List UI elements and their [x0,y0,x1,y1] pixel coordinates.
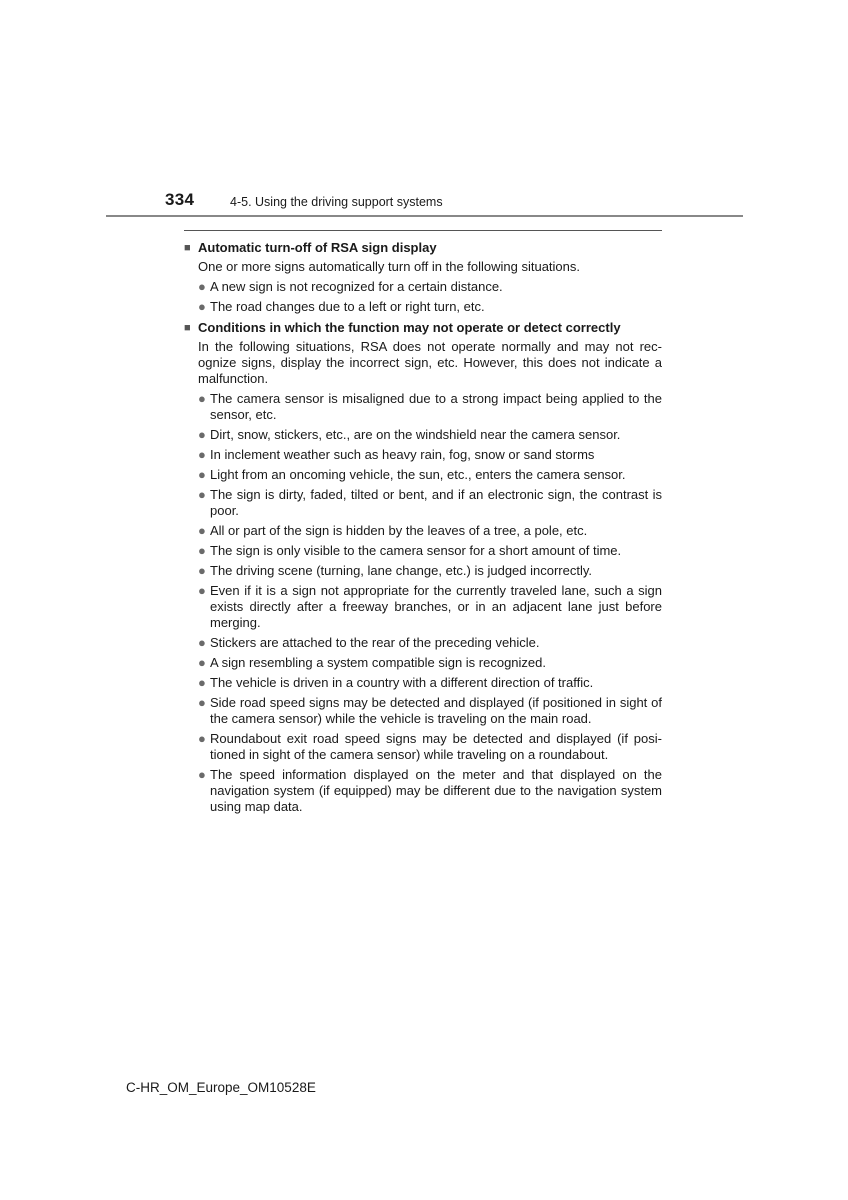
list-item: ● Light from an oncoming vehicle, the sun, etc., enters the camera sensor. [198,467,626,482]
circle-bullet-icon: ● [198,391,206,406]
content-body [184,230,662,815]
list-item: ● The sign is only visible to the camera sensor for a short amount of time. [198,543,622,558]
circle-bullet-icon: ● [198,563,206,578]
list-item: ● The driving scene (turning, lane change, etc.) is judged incorrectly. [198,563,593,578]
list-item: ● The speed information displayed on the meter and that displayed on the navigation system (if equipped) may be different due to the navigation system using map data. [198,767,662,814]
section-heading [184,320,662,336]
list-item: ● The vehicle is driven in a country with a different direction of traffic. [198,675,594,690]
section-title: 4-5. Using the driving support systems [230,195,443,209]
list-item: ● In inclement weather such as heavy rain, fog, snow or sand storms [198,447,595,462]
list-item: ● A new sign is not recognized for a certain distance. [198,279,503,294]
circle-bullet-icon: ● [198,447,206,462]
list-item: ● Dirt, snow, stickers, etc., are on the windshield near the camera sensor. [198,427,621,442]
circle-bullet-icon: ● [198,635,206,650]
list-item: ● The camera sensor is misaligned due to a strong impact being applied to the sensor, etc. [198,391,662,422]
section-heading-text: Automatic turn-off of RSA sign display [198,240,437,255]
list-item: ● All or part of the sign is hidden by the leaves of a tree, a pole, etc. [198,523,588,538]
section-conditions [184,320,662,815]
list-item: ● The road changes due to a left or right turn, etc. [198,299,485,314]
list-item: ● A sign resembling a system compatible sign is recognized. [198,655,546,670]
square-bullet-icon: ■ [184,322,191,334]
circle-bullet-icon: ● [198,655,206,670]
circle-bullet-icon: ● [198,523,206,538]
circle-bullet-icon: ● [198,543,206,558]
circle-bullet-icon: ● [198,731,206,746]
circle-bullet-icon: ● [198,583,206,598]
square-bullet-icon: ■ [184,242,191,254]
list-item: ● Even if it is a sign not appropriate for the currently traveled lane, such a sign exists directly after a freeway branches, or in an adjacent lane just before merging. [198,583,662,630]
section-intro: In the following situations, RSA does not operate normally and may not recognize signs, display the incorrect sign, etc. However, this does not indicate a malfunction. [198,339,662,386]
page-header [165,190,743,216]
list-item: ● Roundabout exit road speed signs may be detected and displayed (if positioned in sight of the camera sensor) while traveling on a roundabout. [198,731,662,762]
section-heading-text: Conditions in which the function may not operate or detect correctly [198,320,621,335]
circle-bullet-icon: ● [198,427,206,442]
circle-bullet-icon: ● [198,467,206,482]
circle-bullet-icon: ● [198,299,206,314]
list-item: ● Side road speed signs may be detected and displayed (if positioned in sight of the camera sensor) while the vehicle is traveling on the main road. [198,695,662,726]
section-heading [184,240,662,256]
list-item: ● Stickers are attached to the rear of the preceding vehicle. [198,635,540,650]
circle-bullet-icon: ● [198,695,206,710]
header-divider [106,215,743,217]
circle-bullet-icon: ● [198,767,206,782]
bullet-list [184,279,662,315]
page-number: 334 [165,190,195,209]
bullet-list [184,391,662,815]
circle-bullet-icon: ● [198,675,206,690]
section-intro: One or more signs automatically turn off in the following situations. [198,259,581,274]
section-rsa-turn-off [184,240,662,315]
circle-bullet-icon: ● [198,487,206,502]
circle-bullet-icon: ● [198,279,206,294]
list-item: ● The sign is dirty, faded, tilted or bent, and if an electronic sign, the contrast is poor. [198,487,662,518]
document-code: C-HR_OM_Europe_OM10528E [126,1080,316,1095]
